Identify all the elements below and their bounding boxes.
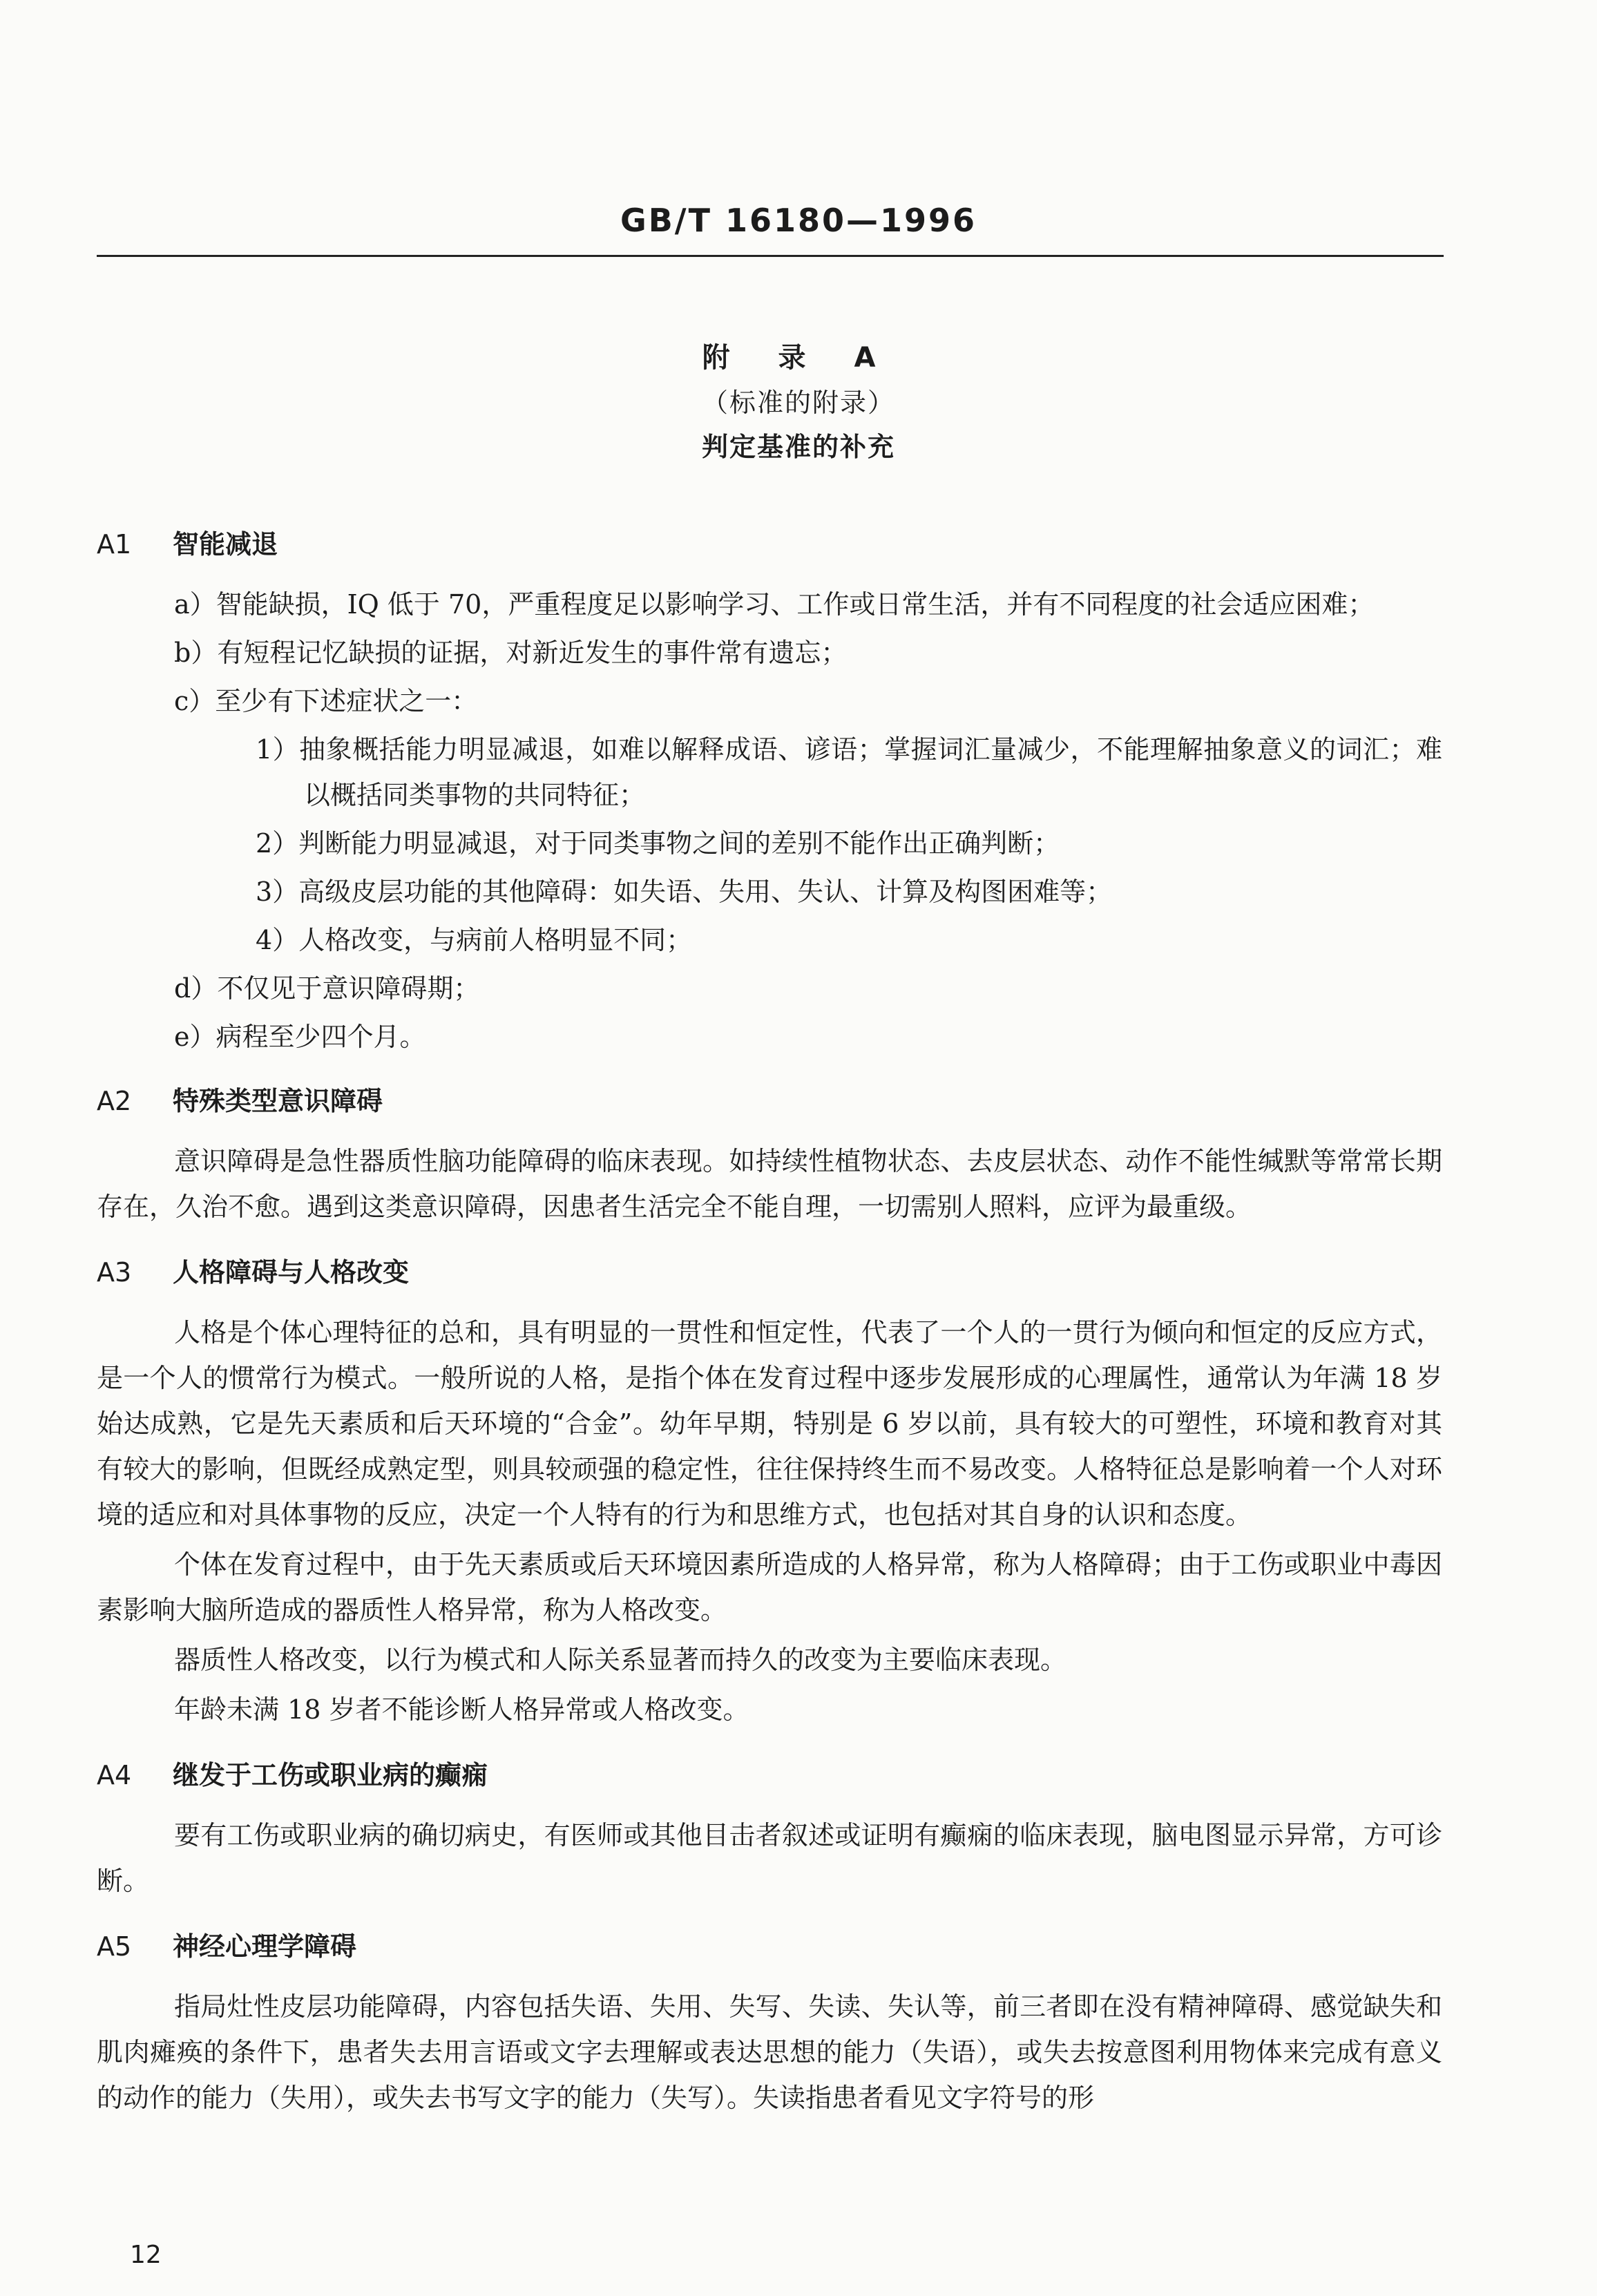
paragraph: 要有工伤或职业病的确切病史，有医师或其他目击者叙述或证明有癫痫的临床表现，脑电图显示异常，方可诊断。 bbox=[97, 1820, 1442, 1896]
paragraph: 年龄未满 18 岁者不能诊断人格异常或人格改变。 bbox=[174, 1694, 749, 1725]
section-title: 智能减退 bbox=[173, 529, 278, 559]
section-number: A5 bbox=[97, 1931, 132, 1962]
list-item: d）不仅见于意识障碍期； bbox=[174, 973, 480, 1004]
list-item: c）至少有下述症状之一： bbox=[174, 686, 478, 716]
section-title: 神经心理学障碍 bbox=[173, 1931, 357, 1962]
paragraph: 器质性人格改变，以行为模式和人际关系显著而持久的改变为主要临床表现。 bbox=[174, 1645, 1067, 1675]
section-title: 人格障碍与人格改变 bbox=[173, 1257, 410, 1288]
section-heading-a3 bbox=[97, 1252, 1442, 1293]
paragraph: 意识障碍是急性器质性脑功能障碍的临床表现。如持续性植物状态、去皮层状态、动作不能性缄默等常常长期存在，久治不愈。遇到这类意识障碍，因患者生活完全不能自理，一切需别人照料，应评为最重级。 bbox=[97, 1146, 1442, 1222]
appendix-title: 附 录 A bbox=[702, 342, 895, 374]
section-title: 特殊类型意识障碍 bbox=[173, 1086, 383, 1116]
sub-list-item: 2）判断能力明显减退，对于同类事物之间的差别不能作出正确判断； bbox=[256, 828, 1060, 859]
section-title: 继发于工伤或职业病的癫痫 bbox=[173, 1760, 488, 1790]
list-item: b）有短程记忆缺损的证据，对新近发生的事件常有遗忘； bbox=[174, 638, 848, 668]
section-number: A4 bbox=[97, 1760, 132, 1790]
section-number: A2 bbox=[97, 1086, 132, 1116]
paragraph: 个体在发育过程中，由于先天素质或后天环境因素所造成的人格异常，称为人格障碍；由于工伤或职业中毒因素影响大脑所造成的器质性人格异常，称为人格改变。 bbox=[97, 1549, 1442, 1625]
appendix-subtitle: （标准的附录） bbox=[701, 388, 895, 418]
sub-list-item: 1）抽象概括能力明显减退，如难以解释成语、谚语；掌握词汇量减少，不能理解抽象意义的词汇；难以概括同类事物的共同特征； bbox=[256, 734, 1442, 810]
section-heading-a4 bbox=[97, 1754, 1442, 1796]
paragraph: 人格是个体心理特征的总和，具有明显的一贯性和恒定性，代表了一个人的一贯行为倾向和恒定的反应方式，是一个人的惯常行为模式。一般所说的人格，是指个体在发育过程中逐步发展形成的心理属性，通常认为年满 18 岁始达成熟，它是先天素质和后天环境的“合金”。幼年早期，特别是 6 岁以前，具有较大的可塑性，环境和教育对其有较大的影响，但既经成熟定型，则具较顽强的稳定性，往往保持终生而不易改变。人格特征总是影响着一个人对环境的适应和对具体事物的反应，决定一个人特有的行为和思维方式，也包括对其自身的认识和态度。 bbox=[97, 1317, 1442, 1530]
appendix-name: 判定基准的补充 bbox=[701, 432, 895, 462]
paragraph: 指局灶性皮层功能障碍，内容包括失语、失用、失写、失读、失认等，前三者即在没有精神障碍、感觉缺失和肌肉瘫痪的条件下，患者失去用言语或文字去理解或表达思想的能力（失语），或失去按意图利用物体来完成有意义的动作的能力（失用），或失去书写文字的能力（失写）。失读指患者看见文字符号的形 bbox=[97, 1991, 1442, 2113]
section-heading-a5 bbox=[97, 1926, 1442, 1967]
header-rule bbox=[97, 255, 1444, 257]
sub-list-item: 3）高级皮层功能的其他障碍：如失语、失用、失认、计算及构图困难等； bbox=[256, 877, 1113, 907]
sub-list-item: 4）人格改变，与病前人格明显不同； bbox=[256, 925, 693, 955]
document-body bbox=[97, 518, 1442, 2125]
section-number: A3 bbox=[97, 1257, 132, 1288]
list-item: a）智能缺损，IQ 低于 70，严重程度足以影响学习、工作或日常生活，并有不同程度的社会适应困难； bbox=[174, 589, 1375, 620]
list-item: e）病程至少四个月。 bbox=[174, 1022, 426, 1052]
section-heading-a2 bbox=[97, 1080, 1442, 1122]
page-number: 12 bbox=[130, 2241, 162, 2269]
standard-code: GB/T 16180—1996 bbox=[620, 202, 977, 239]
section-number: A1 bbox=[97, 529, 132, 559]
section-heading-a1 bbox=[97, 524, 1442, 565]
